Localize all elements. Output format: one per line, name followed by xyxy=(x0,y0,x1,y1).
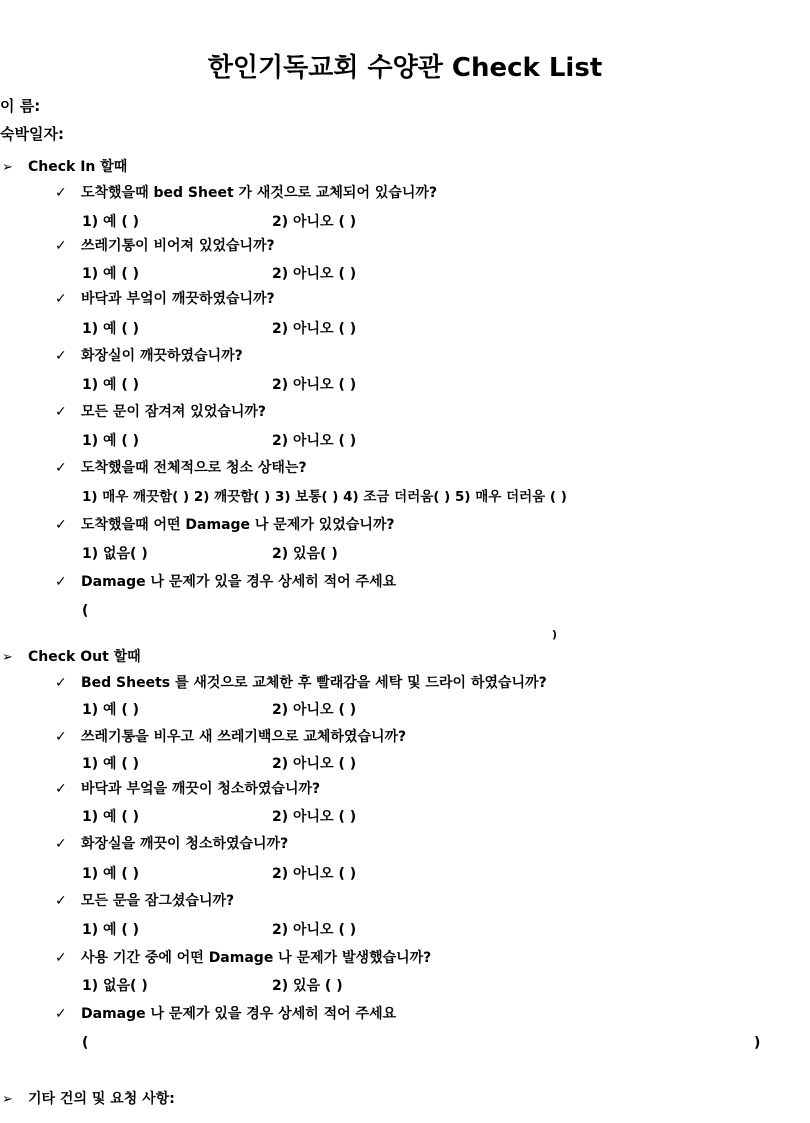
etc-heading-label: 기타 건의 및 요청 사항: xyxy=(28,1091,175,1107)
question-text: 화장실을 깨끗이 청소하였습니까? xyxy=(81,836,289,852)
checkout-q4 xyxy=(55,835,288,853)
checkout-q5 xyxy=(55,892,234,910)
question-text: 도착했을때 bed Sheet 가 새것으로 교체되어 있습니까? xyxy=(81,185,438,201)
check-icon: ✓ xyxy=(55,893,67,909)
checkin-q1-no[interactable]: 2) 아니오 ( ) xyxy=(272,214,357,230)
checkin-q8 xyxy=(55,573,396,591)
check-icon: ✓ xyxy=(55,675,67,691)
checkin-q1 xyxy=(55,184,437,202)
checkin-q3-yes[interactable]: 1) 예 ( ) xyxy=(82,321,140,337)
question-text: 사용 기간 중에 어떤 Damage 나 문제가 발생했습니까? xyxy=(81,950,432,966)
checkin-heading xyxy=(2,158,127,177)
checkout-heading-label: Check Out 할때 xyxy=(28,649,141,665)
checkout-q6-none[interactable]: 1) 없음( ) xyxy=(82,978,148,994)
checkin-q8-open-paren: ( xyxy=(82,603,89,619)
check-icon: ✓ xyxy=(55,404,67,420)
checkout-q3-no[interactable]: 2) 아니오 ( ) xyxy=(272,809,357,825)
checkin-q5 xyxy=(55,403,266,421)
checkout-q1-no[interactable]: 2) 아니오 ( ) xyxy=(272,702,357,718)
question-text: 쓰레기통이 비어져 있었습니까? xyxy=(81,238,275,254)
checkin-q4-yes[interactable]: 1) 예 ( ) xyxy=(82,377,140,393)
stay-date-field-label: 숙박일자: xyxy=(0,125,64,143)
check-icon: ✓ xyxy=(55,781,67,797)
arrow-icon: ➢ xyxy=(2,650,13,665)
checkout-q7 xyxy=(55,1005,396,1023)
check-icon: ✓ xyxy=(55,291,67,307)
arrow-icon: ➢ xyxy=(2,160,13,175)
arrow-icon: ➢ xyxy=(2,1092,13,1107)
checkin-q7-none[interactable]: 1) 없음( ) xyxy=(82,546,148,562)
checkout-q2-no[interactable]: 2) 아니오 ( ) xyxy=(272,756,357,772)
checkin-q3 xyxy=(55,290,275,308)
check-icon: ✓ xyxy=(55,729,67,745)
check-icon: ✓ xyxy=(55,574,67,590)
check-icon: ✓ xyxy=(55,1006,67,1022)
checkin-q2-yes[interactable]: 1) 예 ( ) xyxy=(82,266,140,282)
question-text: 쓰레기통을 비우고 새 쓰레기백으로 교체하였습니까? xyxy=(81,729,407,745)
checkout-q3 xyxy=(55,780,320,798)
checkout-q6 xyxy=(55,949,431,967)
question-text: 도착했을때 어떤 Damage 나 문제가 있었습니까? xyxy=(81,517,395,533)
checkout-q4-yes[interactable]: 1) 예 ( ) xyxy=(82,866,140,882)
checkout-q4-no[interactable]: 2) 아니오 ( ) xyxy=(272,866,357,882)
checkout-q2-yes[interactable]: 1) 예 ( ) xyxy=(82,756,140,772)
checkin-q1-yes[interactable]: 1) 예 ( ) xyxy=(82,214,140,230)
checkout-q5-no[interactable]: 2) 아니오 ( ) xyxy=(272,922,357,938)
checkout-q1 xyxy=(55,674,547,692)
question-text: Bed Sheets 를 새것으로 교체한 후 빨래감을 세탁 및 드라이 하였습니까? xyxy=(81,675,547,691)
check-icon: ✓ xyxy=(55,238,67,254)
checkin-heading-label: Check In 할때 xyxy=(28,159,128,175)
question-text: 모든 문을 잠그셨습니까? xyxy=(81,893,235,909)
checkout-q2 xyxy=(55,728,406,746)
checkout-q1-yes[interactable]: 1) 예 ( ) xyxy=(82,702,140,718)
checkin-q6 xyxy=(55,459,307,477)
checkin-q4 xyxy=(55,347,243,365)
checkin-q6-options[interactable]: 1) 매우 깨끗함( ) 2) 깨끗함( ) 3) 보통( ) 4) 조금 더러움( ) 5) 매우 더러움 ( ) xyxy=(82,489,567,505)
question-text: Damage 나 문제가 있을 경우 상세히 적어 주세요 xyxy=(81,1006,397,1022)
question-text: 바닥과 부엌이 깨끗하였습니까? xyxy=(81,291,275,307)
checkout-q7-close-paren: ) xyxy=(754,1035,761,1051)
checkout-q5-yes[interactable]: 1) 예 ( ) xyxy=(82,922,140,938)
check-icon: ✓ xyxy=(55,348,67,364)
check-icon: ✓ xyxy=(55,950,67,966)
checkin-q7-yes[interactable]: 2) 있음( ) xyxy=(272,546,338,562)
checkin-q5-no[interactable]: 2) 아니오 ( ) xyxy=(272,433,357,449)
checkout-q6-yes[interactable]: 2) 있음 ( ) xyxy=(272,978,343,994)
checkin-q7 xyxy=(55,516,395,534)
checkin-q4-no[interactable]: 2) 아니오 ( ) xyxy=(272,377,357,393)
checkin-q5-yes[interactable]: 1) 예 ( ) xyxy=(82,433,140,449)
check-icon: ✓ xyxy=(55,836,67,852)
question-text: 모든 문이 잠겨져 있었습니까? xyxy=(81,404,267,420)
check-icon: ✓ xyxy=(55,517,67,533)
question-text: 바닥과 부엌을 깨끗이 청소하였습니까? xyxy=(81,781,321,797)
check-icon: ✓ xyxy=(55,185,67,201)
question-text: 도착했을때 전체적으로 청소 상태는? xyxy=(81,460,307,476)
checkin-q2-no[interactable]: 2) 아니오 ( ) xyxy=(272,266,357,282)
question-text: 화장실이 깨끗하였습니까? xyxy=(81,348,243,364)
etc-heading xyxy=(2,1090,175,1109)
check-icon: ✓ xyxy=(55,460,67,476)
name-field-label: 이 름: xyxy=(0,97,41,115)
checkin-q8-close-paren: ) xyxy=(552,628,558,641)
checkin-q2 xyxy=(55,237,275,255)
page-title: 한인기독교회 수양관 Check List xyxy=(207,53,603,83)
checkin-q3-no[interactable]: 2) 아니오 ( ) xyxy=(272,321,357,337)
question-text: Damage 나 문제가 있을 경우 상세히 적어 주세요 xyxy=(81,574,397,590)
checkout-q7-open-paren: ( xyxy=(82,1035,89,1051)
checkout-heading xyxy=(2,648,141,667)
checkout-q3-yes[interactable]: 1) 예 ( ) xyxy=(82,809,140,825)
